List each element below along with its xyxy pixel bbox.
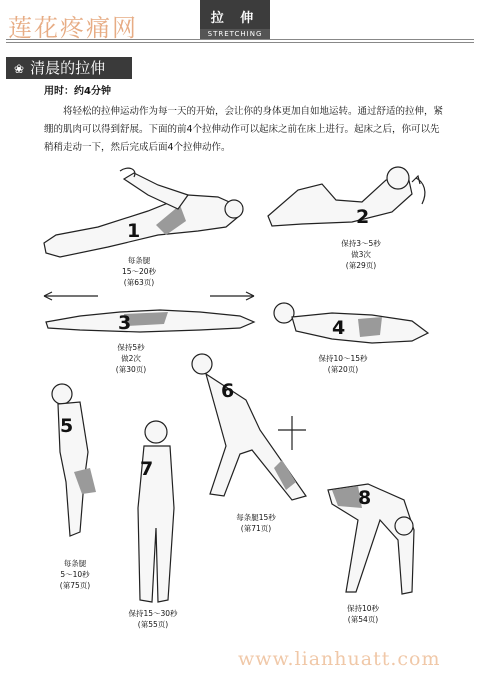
figure-8-number: 8	[358, 487, 372, 509]
stretch-figure-3	[40, 288, 258, 338]
intro-paragraph: 将轻松的拉伸运动作为每一天的开始，会让你的身体更加自如地运转。通过舒适的拉伸，紧绷的肌肉可以得到舒展。下面的前4个拉伸动作可以起床之前在床上进行。起床之后，你可以先稍稍走动一下，然后完成后面4个拉伸动作。	[44, 106, 444, 153]
figure-7-number: 7	[140, 458, 154, 480]
figure-3-number: 3	[118, 312, 132, 334]
stretch-figure-4	[262, 295, 434, 353]
chapter-subtitle: STRETCHING	[200, 29, 270, 40]
figure-6-caption: 每条腿15秒 (第71页)	[236, 513, 276, 533]
header-rule	[6, 39, 474, 40]
figure-6-number: 6	[221, 380, 235, 402]
watermark: www.lianhuatt.com	[238, 648, 441, 670]
figure-7-caption: 保持15～30秒 (第55页)	[128, 609, 178, 629]
figure-3-caption: 保持5秒 做2次 (第30页)	[115, 343, 147, 374]
figure-1-caption: 每条腿 15～20秒 (第63页)	[121, 256, 157, 287]
figure-4-number: 4	[332, 317, 346, 339]
chapter-tab	[200, 0, 270, 38]
figure-4-caption: 保持10～15秒 (第20页)	[318, 354, 368, 374]
lotus-icon: ❀	[14, 62, 25, 76]
stretch-figure-7	[126, 418, 186, 608]
section-title: 清晨的拉伸	[30, 59, 106, 77]
stretch-figure-6	[176, 350, 316, 510]
figure-8-caption: 保持10秒 (第54页)	[346, 604, 380, 624]
figure-1-number: 1	[127, 220, 141, 242]
duration-label: 用时：约4分钟	[44, 86, 111, 97]
stretch-figure-1	[38, 165, 248, 265]
figure-5-caption: 每条腿 5～10秒 (第75页)	[59, 559, 91, 590]
site-title: 莲花疼痛网	[8, 14, 138, 42]
figure-2-number: 2	[356, 206, 370, 228]
header-rule-2	[6, 42, 474, 43]
stretch-figure-8	[318, 480, 428, 600]
section-header	[6, 57, 132, 79]
figure-2-caption: 保持3～5秒 做3次 (第29页)	[341, 239, 381, 270]
chapter-title: 拉 伸	[210, 11, 260, 26]
figure-5-number: 5	[60, 415, 74, 437]
stretch-figure-2	[262, 160, 432, 240]
stretch-figure-5	[40, 372, 110, 542]
